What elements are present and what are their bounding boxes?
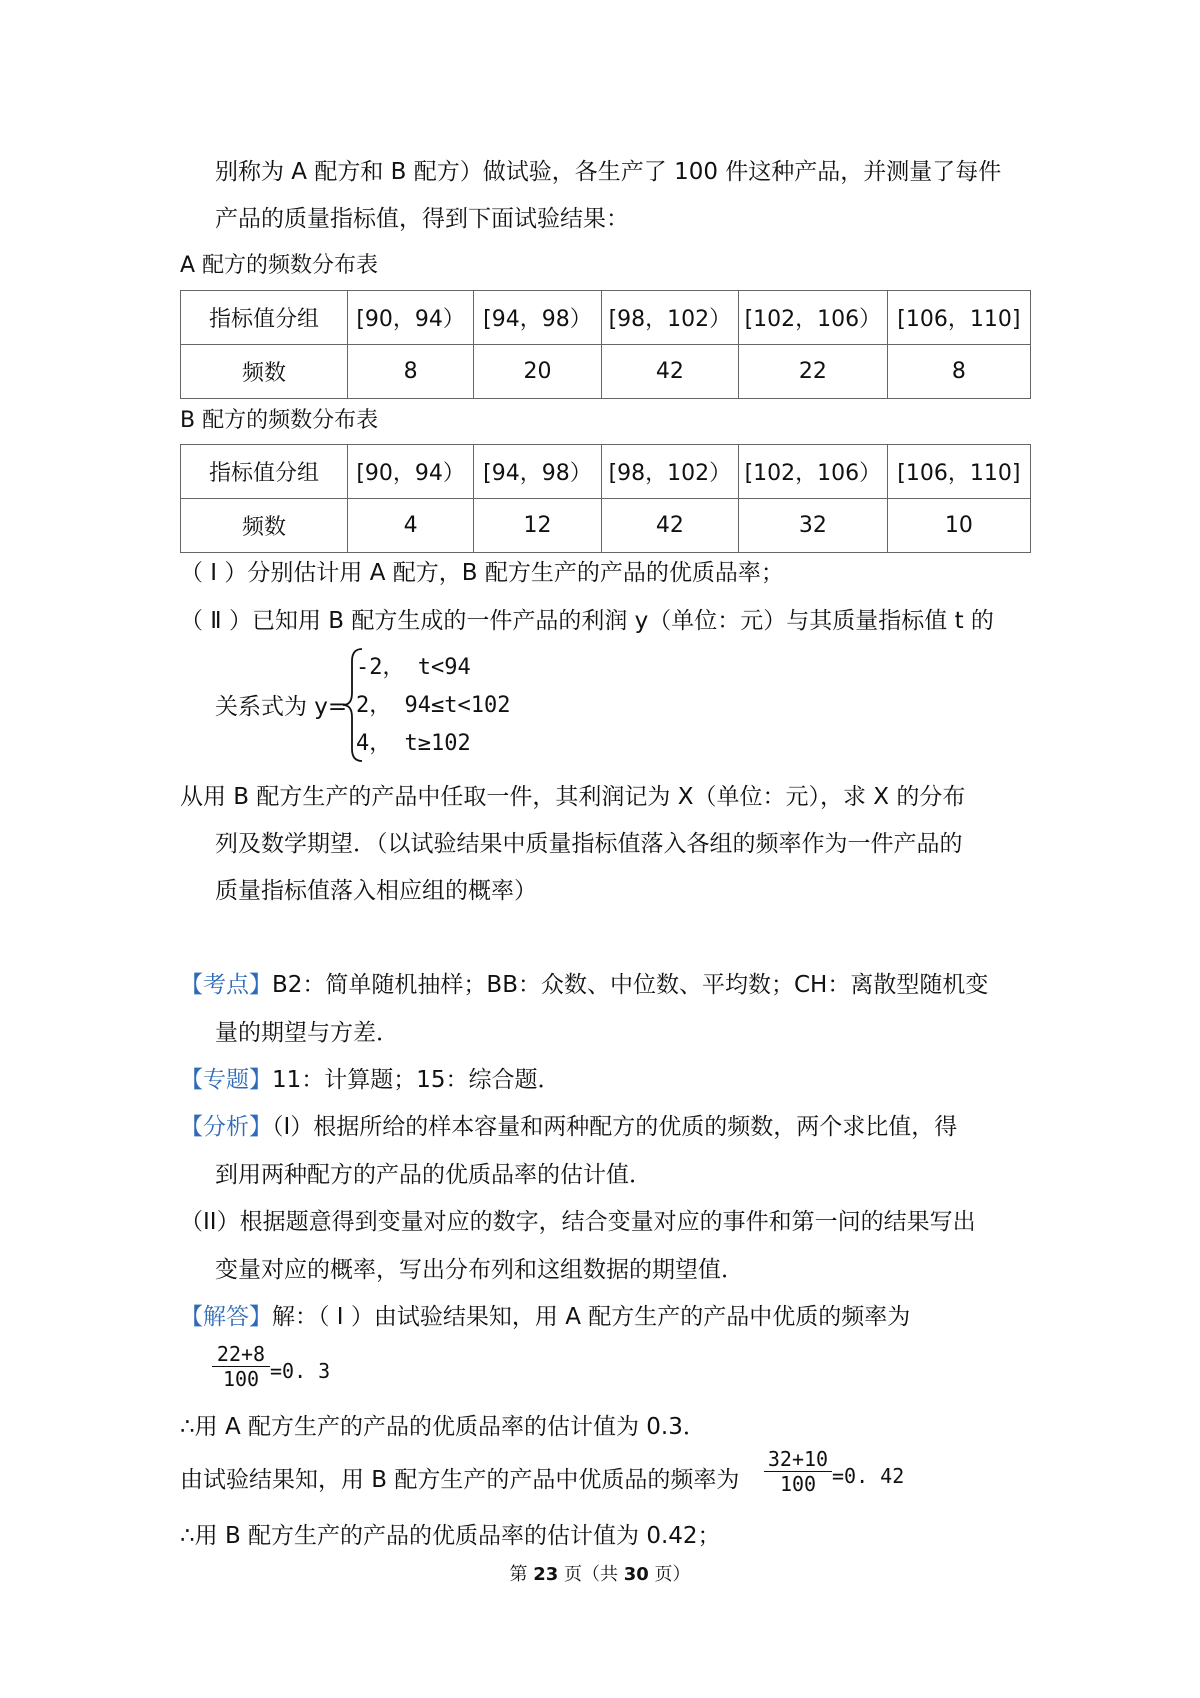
- kaodian-line-2: 量的期望与方差．: [215, 1020, 399, 1046]
- table-cell: [102，106）: [739, 445, 888, 499]
- footer-suffix: 页）: [648, 1564, 691, 1585]
- question-3-line-2: 列及数学期望．（以试验结果中质量指标值落入各组的频率作为一件产品的: [215, 831, 963, 857]
- fraction-2-value: =0. 42: [832, 1464, 905, 1488]
- table-cell: 42: [601, 345, 738, 399]
- table-cell: 8: [347, 345, 473, 399]
- intro-line-1: 别称为 A 配方和 B 配方）做试验，各生产了 100 件这种产品，并测量了每件: [215, 159, 1002, 185]
- table-cell: 42: [601, 499, 738, 553]
- table-cell: [102，106）: [739, 291, 888, 345]
- table-cell: 4: [347, 499, 473, 553]
- fraction-2-numerator: 32+10: [767, 1447, 829, 1471]
- table-cell: [106，110]: [887, 445, 1030, 499]
- question-3-line-3: 质量指标值落入相应组的概率）: [215, 878, 537, 904]
- footer-middle: 页（共: [558, 1564, 624, 1585]
- jieda-tag: 【解答】: [180, 1304, 272, 1330]
- question-2: （ Ⅱ ）已知用 B 配方生成的一件产品的利润 y（单位：元）与其质量指标值 t 的: [180, 608, 994, 634]
- table-count-label: 频数: [181, 345, 348, 399]
- table-cell: 20: [474, 345, 601, 399]
- table-cell: [106，110]: [887, 291, 1030, 345]
- footer-total-pages: 30: [623, 1564, 649, 1585]
- table-cell: [98，102）: [601, 445, 738, 499]
- kaodian-tag: 【考点】: [180, 972, 272, 998]
- conclusion-1: ∴用 A 配方生产的产品的优质品率的估计值为 0.3．: [180, 1414, 706, 1440]
- table-cell: 32: [739, 499, 888, 553]
- fraction-2-denominator: 100: [779, 1472, 817, 1496]
- jieda-line: [180, 1300, 910, 1334]
- kaodian-line: [180, 968, 988, 1002]
- question-1: （ Ⅰ ）分别估计用 A 配方，B 配方生产的产品的优质品率；: [180, 560, 784, 586]
- table-a: [180, 290, 1031, 399]
- case-2: 2， 94≤t<102: [356, 693, 511, 718]
- table-cell: [94，98）: [474, 445, 601, 499]
- fenxi-text: （I）根据所给的样本容量和两种配方的优质的频数，两个求比值，得: [272, 1114, 958, 1140]
- fraction-1: [212, 1342, 270, 1391]
- case-3: 4， t≥102: [356, 731, 471, 756]
- zhuanti-tag: 【专题】: [180, 1067, 272, 1093]
- footer-page-number: 23: [533, 1564, 559, 1585]
- page-footer: [0, 1560, 1200, 1586]
- table-header-label: 指标值分组: [181, 291, 348, 345]
- table-cell: 10: [887, 499, 1030, 553]
- table-row: [181, 291, 1031, 345]
- question-3-line-1: 从用 B 配方生产的产品中任取一件，其利润记为 X（单位：元），求 X 的分布: [180, 784, 966, 810]
- jieda-text: 解：（ Ⅰ ）由试验结果知，用 A 配方生产的产品中优质的频率为: [272, 1304, 911, 1330]
- case-1: -2， t<94: [356, 655, 471, 680]
- fenxi-line-4: 变量对应的概率，写出分布列和这组数据的期望值．: [215, 1257, 744, 1283]
- conclusion-2: ∴用 B 配方生产的产品的优质品率的估计值为 0.42；: [180, 1523, 721, 1549]
- footer-prefix: 第: [509, 1564, 534, 1585]
- fraction-1-numerator: 22+8: [216, 1342, 266, 1366]
- table-cell: [90，94）: [347, 445, 473, 499]
- table-b: [180, 444, 1031, 553]
- fenxi-line-3: （II）根据题意得到变量对应的数字，结合变量对应的事件和第一问的结果写出: [180, 1209, 976, 1235]
- fraction-1-value: =0. 3: [270, 1359, 331, 1383]
- table-row: [181, 499, 1031, 553]
- table-row: [181, 345, 1031, 399]
- table-cell: [90，94）: [347, 291, 473, 345]
- table-cell: [98，102）: [601, 291, 738, 345]
- table-count-label: 频数: [181, 499, 348, 553]
- kaodian-text: B2：简单随机抽样；BB：众数、中位数、平均数；CH：离散型随机变: [272, 972, 989, 998]
- relation-prefix: 关系式为 y=: [215, 694, 348, 720]
- zhuanti-line: [180, 1063, 561, 1097]
- table-cell: 22: [739, 345, 888, 399]
- fraction-2: [764, 1447, 832, 1496]
- table-a-caption: A 配方的频数分布表: [180, 253, 379, 278]
- fraction-1-denominator: 100: [222, 1367, 260, 1391]
- table-row: [181, 445, 1031, 499]
- fenxi-line: [180, 1110, 957, 1144]
- line-b: 由试验结果知，用 B 配方生产的产品中优质品的频率为: [180, 1467, 740, 1493]
- table-cell: [94，98）: [474, 291, 601, 345]
- fenxi-line-2: 到用两种配方的产品的优质品率的估计值．: [215, 1162, 652, 1188]
- table-b-caption: B 配方的频数分布表: [180, 408, 379, 433]
- zhuanti-text: 11：计算题；15：综合题．: [272, 1067, 561, 1093]
- table-cell: 8: [887, 345, 1030, 399]
- intro-line-2: 产品的质量指标值，得到下面试验结果：: [215, 206, 629, 232]
- table-cell: 12: [474, 499, 601, 553]
- table-header-label: 指标值分组: [181, 445, 348, 499]
- fenxi-tag: 【分析】: [180, 1114, 272, 1140]
